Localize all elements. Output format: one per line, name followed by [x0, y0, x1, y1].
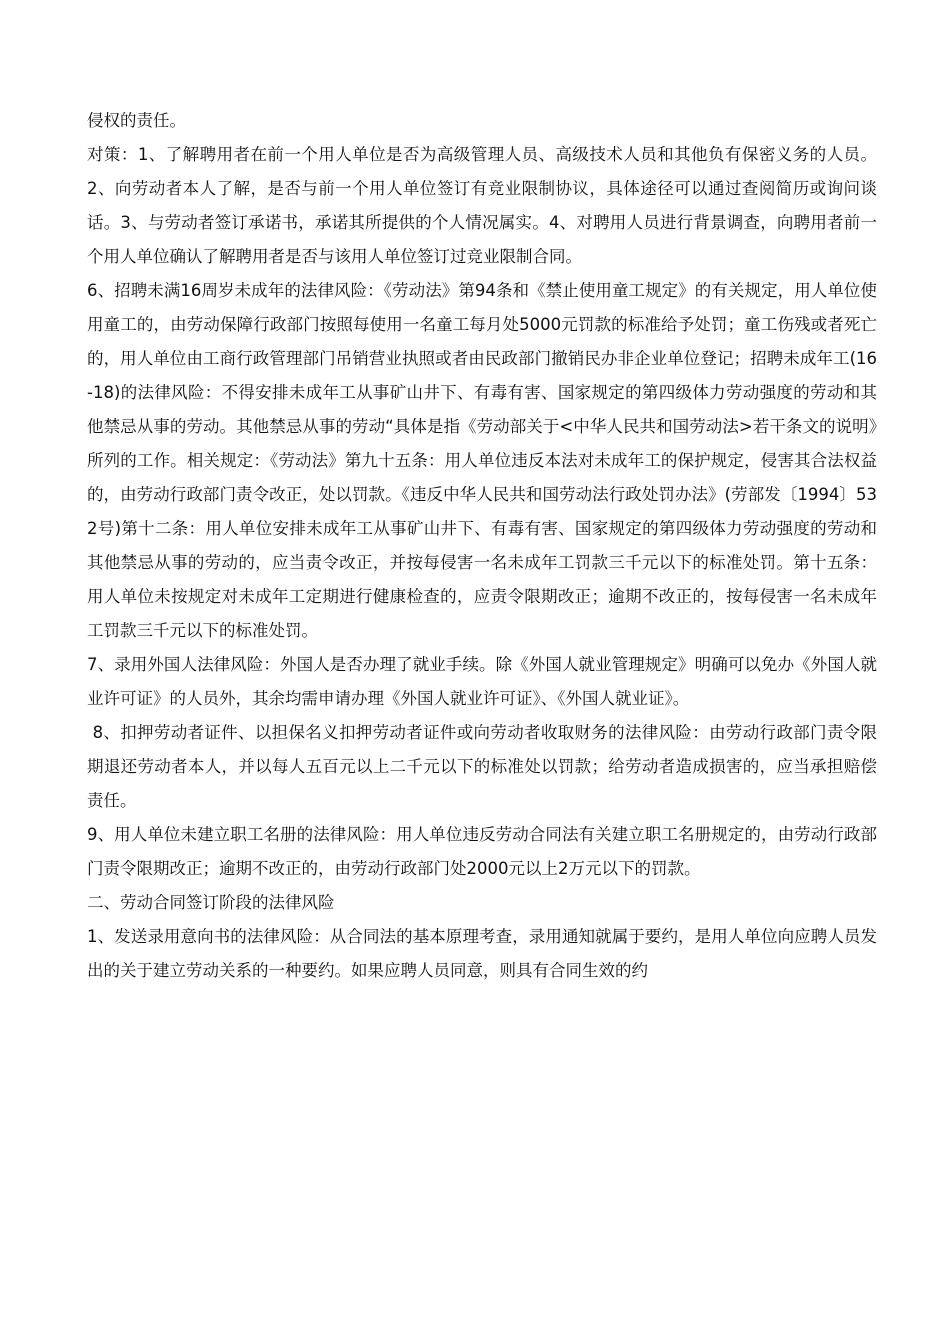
document-body — [87, 104, 877, 988]
paragraph-countermeasures: 对策：1、了解聘用者在前一个用人单位是否为高级管理人员、高级技术人员和其他负有保密义务的人员。2、向劳动者本人了解，是否与前一个用人单位签订有竞业限制协议，具体途径可以通过查阅简历或询问谈话。3、与劳动者签订承诺书，承诺其所提供的个人情况属实。4、对聘用人员进行背景调查，向聘用者前一个用人单位确认了解聘用者是否与该用人单位签订过竞业限制合同。 — [87, 145, 877, 266]
paragraph-foreign-workers-risk: 7、录用外国人法律风险：外国人是否办理了就业手续。除《外国人就业管理规定》明确可以免办《外国人就业许可证》的人员外，其余均需申请办理《外国人就业许可证》、《外国人就业证》。 — [87, 655, 877, 708]
section-heading-contract-signing: 二、劳动合同签订阶段的法律风险 — [87, 893, 335, 912]
paragraph-offer-letter-risk: 1、发送录用意向书的法律风险：从合同法的基本原理考查，录用通知就属于要约，是用人单位向应聘人员发出的关于建立劳动关系的一种要约。如果应聘人员同意，则具有合同生效的约 — [87, 927, 877, 980]
paragraph-minor-workers-risk: 6、招聘未满16周岁未成年的法律风险：《劳动法》第94条和《禁止使用童工规定》的有关规定，用人单位使用童工的，由劳动保障行政部门按照每使用一名童工每月处5000元罚款的标准给予处罚；童工伤残或者死亡的，用人单位由工商行政管理部门吊销营业执照或者由民政部门撤销民办非企业单位登记；招聘未成年工(16-18)的法律风险：不得安排未成年工从事矿山井下、有毒有害、国家规定的第四级体力劳动强度的劳动和其他禁忌从事的劳动。其他禁忌从事的劳动“具体是指《劳动部关于<中华人民共和国劳动法>若干条文的说明》所列的工作。相关规定：《劳动法》第九十五条：用人单位违反本法对未成年工的保护规定，侵害其合法权益的，由劳动行政部门责令改正，处以罚款。《违反中华人民共和国劳动法行政处罚办法》(劳部发〔1994〕532号)第十二条：用人单位安排未成年工从事矿山井下、有毒有害、国家规定的第四级体力劳动强度的劳动和其他禁忌从事的劳动的，应当责令改正，并按每侵害一名未成年工罚款三千元以下的标准处罚。第十五条：用人单位未按规定对未成年工定期进行健康检查的，应责令限期改正；逾期不改正的，按每侵害一名未成年工罚款三千元以下的标准处罚。 — [87, 281, 877, 640]
paragraph-withholding-documents-risk: 8、扣押劳动者证件、以担保名义扣押劳动者证件或向劳动者收取财务的法律风险：由劳动行政部门责令限期退还劳动者本人，并以每人五百元以上二千元以下的标准处以罚款；给劳动者造成损害的，应当承担赔偿责任。 — [87, 723, 878, 810]
paragraph-employee-roster-risk: 9、用人单位未建立职工名册的法律风险：用人单位违反劳动合同法有关建立职工名册规定的，由劳动行政部门责令限期改正；逾期不改正的，由劳动行政部门处2000元以上2万元以下的罚款。 — [87, 825, 877, 878]
paragraph-tort-liability: 侵权的责任。 — [87, 111, 186, 130]
